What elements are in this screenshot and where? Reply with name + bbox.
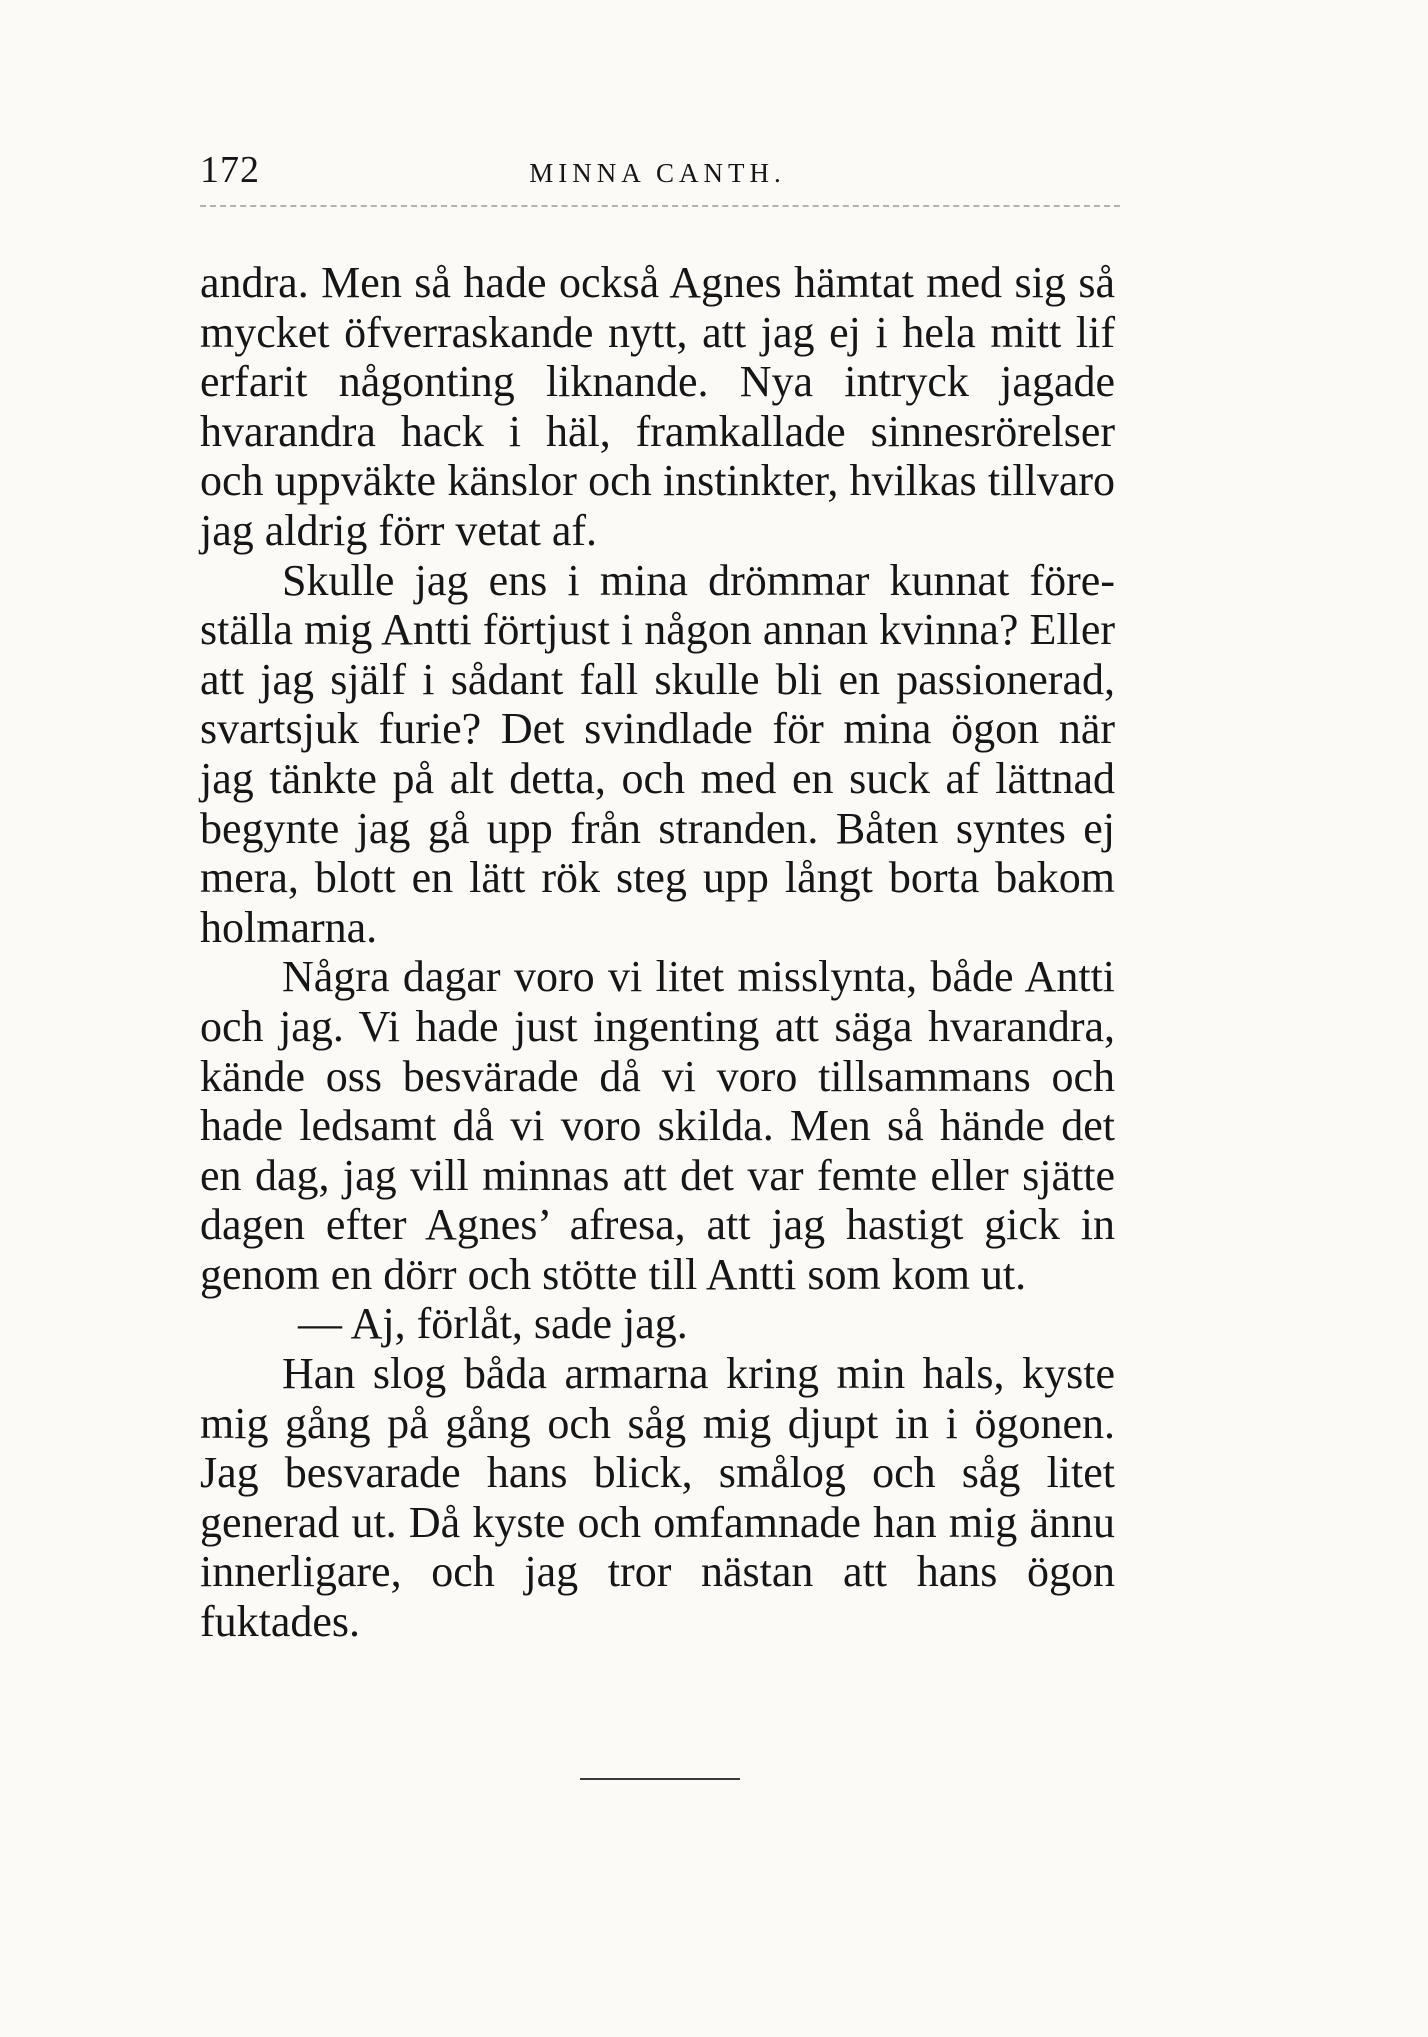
paragraph: Han slog båda armarna kring min hals, kyste mig gång på gång och såg mig djupt in i ögonen. Jag besvarade hans blick, smålog och såg litet generad ut. Då kyste och omfamnade han mig ännu innerligare, och jag tror nästan att hans ögon fuktades.	[200, 1349, 1115, 1647]
section-end-rule	[580, 1778, 740, 1780]
page-number: 172	[200, 149, 260, 191]
running-head: MINNA CANTH.	[529, 158, 786, 188]
page-header	[200, 150, 1115, 210]
paragraph: Några dagar voro vi litet misslynta, både Antti och jag. Vi hade just ingenting att säga hvarandra, kände oss besvärade då vi voro tillsammans och hade ledsamt då vi voro skilda. Men så hände det en dag, jag vill minnas att det var femte eller sjätte dagen efter Agnes’ afresa, att jag hastigt gick in genom en dörr och stötte till Antti som kom ut.	[200, 952, 1115, 1299]
header-rule	[200, 205, 1120, 207]
dialogue-line: — Aj, förlåt, sade jag.	[298, 1299, 688, 1349]
body-text	[200, 258, 1115, 1647]
paragraph: Skulle jag ens i mina drömmar kunnat föreställa mig Antti förtjust i någon annan kvinna? Eller att jag själf i sådant fall skulle bli en passionerad, svartsjuk furie? Det svindlade för mina ögon när jag tänkte på alt detta, och med en suck af lättnad begynte jag gå upp från stranden. Båten syntes ej mera, blott en lätt rök steg upp långt borta bakom holmarna.	[200, 555, 1115, 952]
paragraph-continuation: andra. Men så hade också Agnes hämtat med sig så mycket öfverraskande nytt, att jag ej i hela mitt lif erfarit någonting liknande. Nya intryck jagade hvarandra hack i häl, framkallade sinnesrörelser och uppväkte känslor och instinkter, hvilkas tillvaro jag aldrig förr vetat af.	[200, 258, 1115, 555]
